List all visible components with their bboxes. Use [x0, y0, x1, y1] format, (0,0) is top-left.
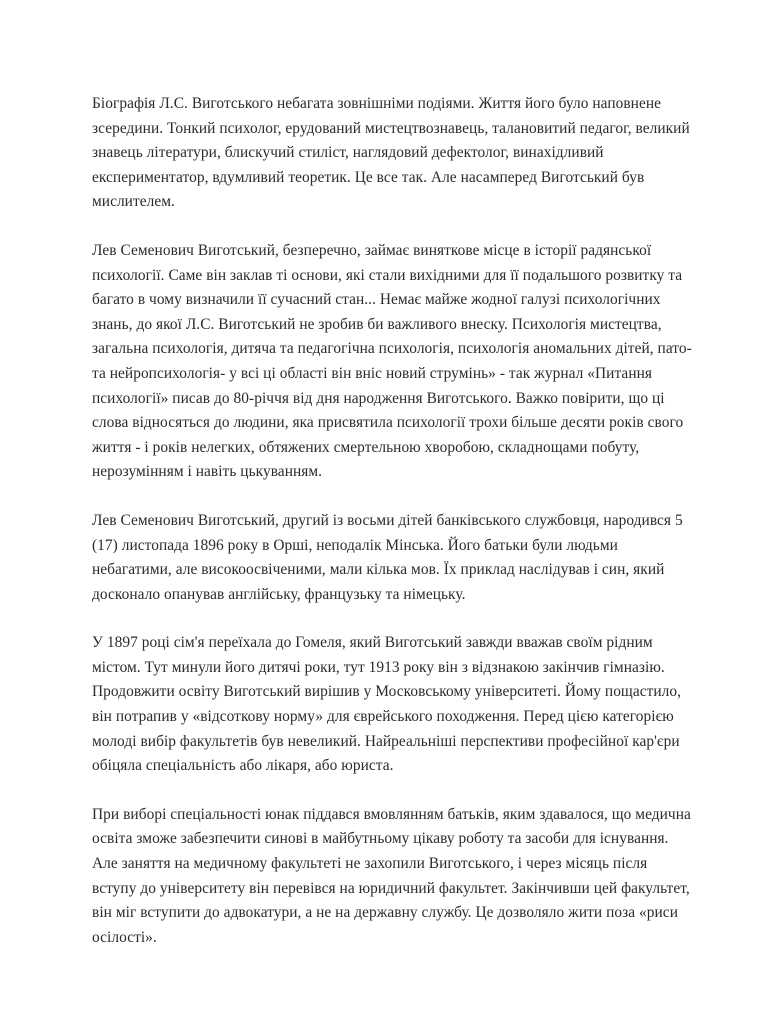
paragraph-2: Лев Семенович Виготський, безперечно, займає виняткове місце в історії радянської психології. Саме він заклав ті основи, які стали вихідними для її подальшого розвитку та багато в чому визначили її сучасний стан... Немає майже жодної галузі психологічних знань, до якої Л.С. Виготський не зробив би важливого внеску. Психологія мистецтва, загальна психологія, дитяча та педагогічна психологія, психологія аномальних дітей, пато- та нейропсихологія- у всі ці області він вніс новий струмінь» - так журнал «Питання психології» писав до 80-річчя від дня народження Виготського. Важко повірити, що ці слова відносяться до людини, яка присвятила психології трохи більше десяти років свого життя - і років нелегких, обтяжених смертельною хворобою, складнощами побуту, нерозумінням і навіть цькуванням.	[92, 241, 692, 481]
paragraph-5: При виборі спеціальності юнак піддався вмовлянням батьків, яким здавалося, що медична освіта зможе забезпечити синові в майбутньому цікаву роботу та засоби для існування. Але заняття на медичному факультеті не захопили Виготського, і через місяць після вступу до університету він перевівся на юридичний факультет. Закінчивши цей факультет, він міг вступити до адвокатури, а не на державну службу. Це дозволяло жити поза «риси осілості».	[92, 805, 691, 946]
paragraph-4: У 1897 році сім'я переїхала до Гомеля, який Виготський завжди вважав своїм рідним містом. Тут минули його дитячі роки, тут 1913 року він з відзнакою закінчив гімназію. Продовжити освіту Виготський вирішив у Московському університеті. Йому пощастило, він потрапив у «відсоткову норму» для єврейського походження. Перед цією категорією молоді вибір факультетів був невеликий. Найреальніші перспективи професійної кар'єри обіцяла спеціальність або лікаря, або юриста.	[92, 634, 682, 775]
document-page	[92, 92, 692, 974]
paragraph-3: Лев Семенович Виготський, другий із восьми дітей банківського службовця, народився 5 (17) листопада 1896 року в Орші, неподалік Мінська. Його батьки були людьми небагатими, але високоосвіченими, мали кілька мов. Їх приклад наслідував і син, який досконало опанував англійську, французьку та німецьку.	[92, 511, 683, 603]
paragraph-1: Біографія Л.С. Виготського небагата зовнішніми подіями. Життя його було наповнене зсередини. Тонкий психолог, ерудований мистецтвознавець, талановитий педагог, великий знавець літератури, блискучий стиліст, наглядовий дефектолог, винахідливий експериментатор, вдумливий теоретик. Це все так. Але насамперед Виготський був мислителем.	[92, 95, 690, 211]
